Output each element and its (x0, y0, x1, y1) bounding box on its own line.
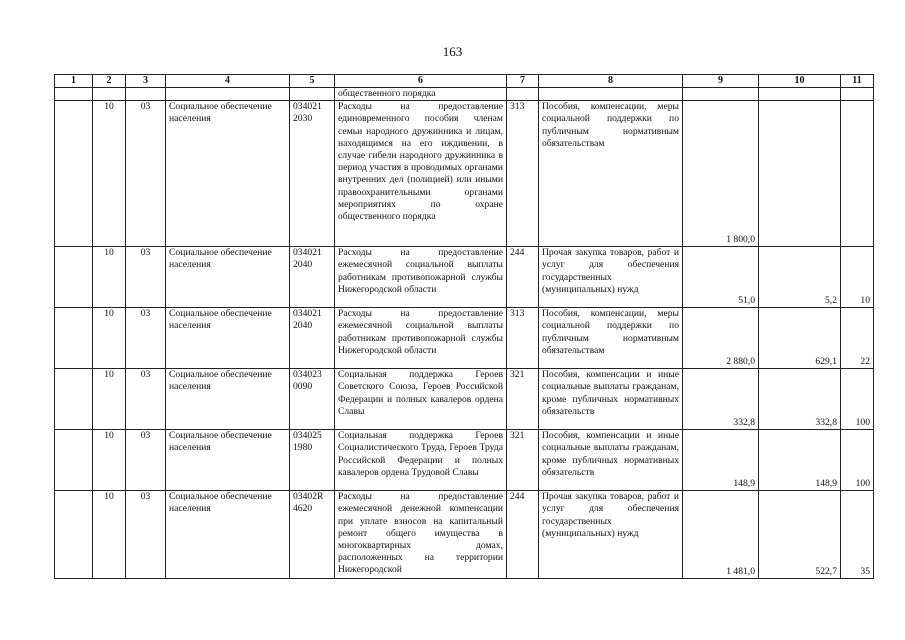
section-name: Социальное обеспечение населения (166, 491, 290, 579)
column-header-9: 9 (683, 75, 759, 88)
section-code: 10 (93, 101, 126, 247)
page-number: 163 (442, 44, 463, 59)
expense-description: Расходы на предоставление ежемесячной социальной выплаты работникам противопожарной службы Нижегородской области (335, 308, 507, 369)
table-row (55, 308, 874, 369)
approved-amount: 51,0 (683, 247, 759, 308)
executed-amount: 5,2 (759, 247, 841, 308)
expense-type-name: Пособия, компенсации и иные социальные выплаты гражданам, кроме публичных нормативных обязательств (539, 430, 683, 491)
subsection-code: 03 (126, 308, 166, 369)
section-code: 10 (93, 308, 126, 369)
column-header-7: 7 (507, 75, 539, 88)
target-article-code: 034021 2030 (290, 101, 335, 247)
target-article-code: 034025 1980 (290, 430, 335, 491)
approved-amount: 1 481,0 (683, 491, 759, 579)
executed-amount (759, 101, 841, 247)
section-code: 10 (93, 491, 126, 579)
column-header-6: 6 (335, 75, 507, 88)
target-article-code: 034023 0090 (290, 369, 335, 430)
approved-amount: 148,9 (683, 430, 759, 491)
subsection-code: 03 (126, 247, 166, 308)
expense-type-code: 321 (507, 430, 539, 491)
column-header-4: 4 (166, 75, 290, 88)
column-header-2: 2 (93, 75, 126, 88)
section-code: 10 (93, 247, 126, 308)
table-row (55, 247, 874, 308)
expense-type-code: 321 (507, 369, 539, 430)
expense-type-code: 244 (507, 247, 539, 308)
expense-type-name: Прочая закупка товаров, работ и услуг для обеспечения государственных (муниципальных) нужд (539, 491, 683, 579)
approved-amount: 2 880,0 (683, 308, 759, 369)
budget-table (54, 74, 874, 579)
column-header-5: 5 (290, 75, 335, 88)
table-row (55, 430, 874, 491)
subsection-code: 03 (126, 101, 166, 247)
expense-description: Расходы на предоставление ежемесячной денежной компенсации при уплате взносов на капитальный ремонт общего имущества в многоквартирных домах, расположенных на территории Нижегородской (335, 491, 507, 579)
execution-percent: 22 (841, 308, 874, 369)
target-article-code: 034021 2040 (290, 247, 335, 308)
expense-type-name: Прочая закупка товаров, работ и услуг для обеспечения государственных (муниципальных) нужд (539, 247, 683, 308)
execution-percent (841, 101, 874, 247)
expense-type-name: Пособия, компенсации, меры социальной поддержки по публичным нормативным обязательствам (539, 308, 683, 369)
expense-type-code: 244 (507, 491, 539, 579)
row-col-1 (55, 369, 93, 430)
expense-type-code: 313 (507, 308, 539, 369)
target-article-code: 034021 2040 (290, 308, 335, 369)
row-col-1 (55, 308, 93, 369)
subsection-code: 03 (126, 491, 166, 579)
expense-description: Социальная поддержка Героев Социалистического Труда, Героев Труда Российской Федерации и полных кавалеров ордена Трудовой Славы (335, 430, 507, 491)
expense-type-code: 313 (507, 101, 539, 247)
table-row (55, 491, 874, 579)
table-row (55, 101, 874, 247)
approved-amount: 1 800,0 (683, 101, 759, 247)
row-col-1 (55, 247, 93, 308)
expense-type-name: Пособия, компенсации, меры социальной поддержки по публичным нормативным обязательствам (539, 101, 683, 247)
section-name: Социальное обеспечение населения (166, 101, 290, 247)
section-code: 10 (93, 430, 126, 491)
row-col-1 (55, 491, 93, 579)
carry-over-text: общественного порядка (335, 88, 507, 101)
executed-amount: 522,7 (759, 491, 841, 579)
execution-percent: 10 (841, 247, 874, 308)
expense-description: Социальная поддержка Героев Советского Союза, Героев Российской Федерации и полных кавалеров ордена Славы (335, 369, 507, 430)
row-col-1 (55, 430, 93, 491)
column-header-11: 11 (841, 75, 874, 88)
target-article-code: 03402R 4620 (290, 491, 335, 579)
executed-amount: 332,8 (759, 369, 841, 430)
column-header-8: 8 (539, 75, 683, 88)
subsection-code: 03 (126, 369, 166, 430)
column-header-1: 1 (55, 75, 93, 88)
expense-description: Расходы на предоставление единовременного пособия членам семьи народного дружинника и лицам, находящимся на его иждивении, в случае гибели народного дружинника в период участия в проводимых органами внутренних дел (полицией) или иными правоохранительными органами мероприятиях по охране общественного порядка (335, 101, 507, 247)
section-code: 10 (93, 369, 126, 430)
table-row (55, 369, 874, 430)
expense-type-name: Пособия, компенсации и иные социальные выплаты гражданам, кроме публичных нормативных обязательств (539, 369, 683, 430)
column-header-10: 10 (759, 75, 841, 88)
expense-description: Расходы на предоставление ежемесячной социальной выплаты работникам противопожарной службы Нижегородской области (335, 247, 507, 308)
header-row (55, 75, 874, 88)
column-header-3: 3 (126, 75, 166, 88)
section-name: Социальное обеспечение населения (166, 308, 290, 369)
subsection-code: 03 (126, 430, 166, 491)
carry-over-row (55, 88, 874, 101)
execution-percent: 35 (841, 491, 874, 579)
approved-amount: 332,8 (683, 369, 759, 430)
section-name: Социальное обеспечение населения (166, 369, 290, 430)
section-name: Социальное обеспечение населения (166, 247, 290, 308)
execution-percent: 100 (841, 430, 874, 491)
execution-percent: 100 (841, 369, 874, 430)
executed-amount: 629,1 (759, 308, 841, 369)
row-col-1 (55, 101, 93, 247)
executed-amount: 148,9 (759, 430, 841, 491)
section-name: Социальное обеспечение населения (166, 430, 290, 491)
